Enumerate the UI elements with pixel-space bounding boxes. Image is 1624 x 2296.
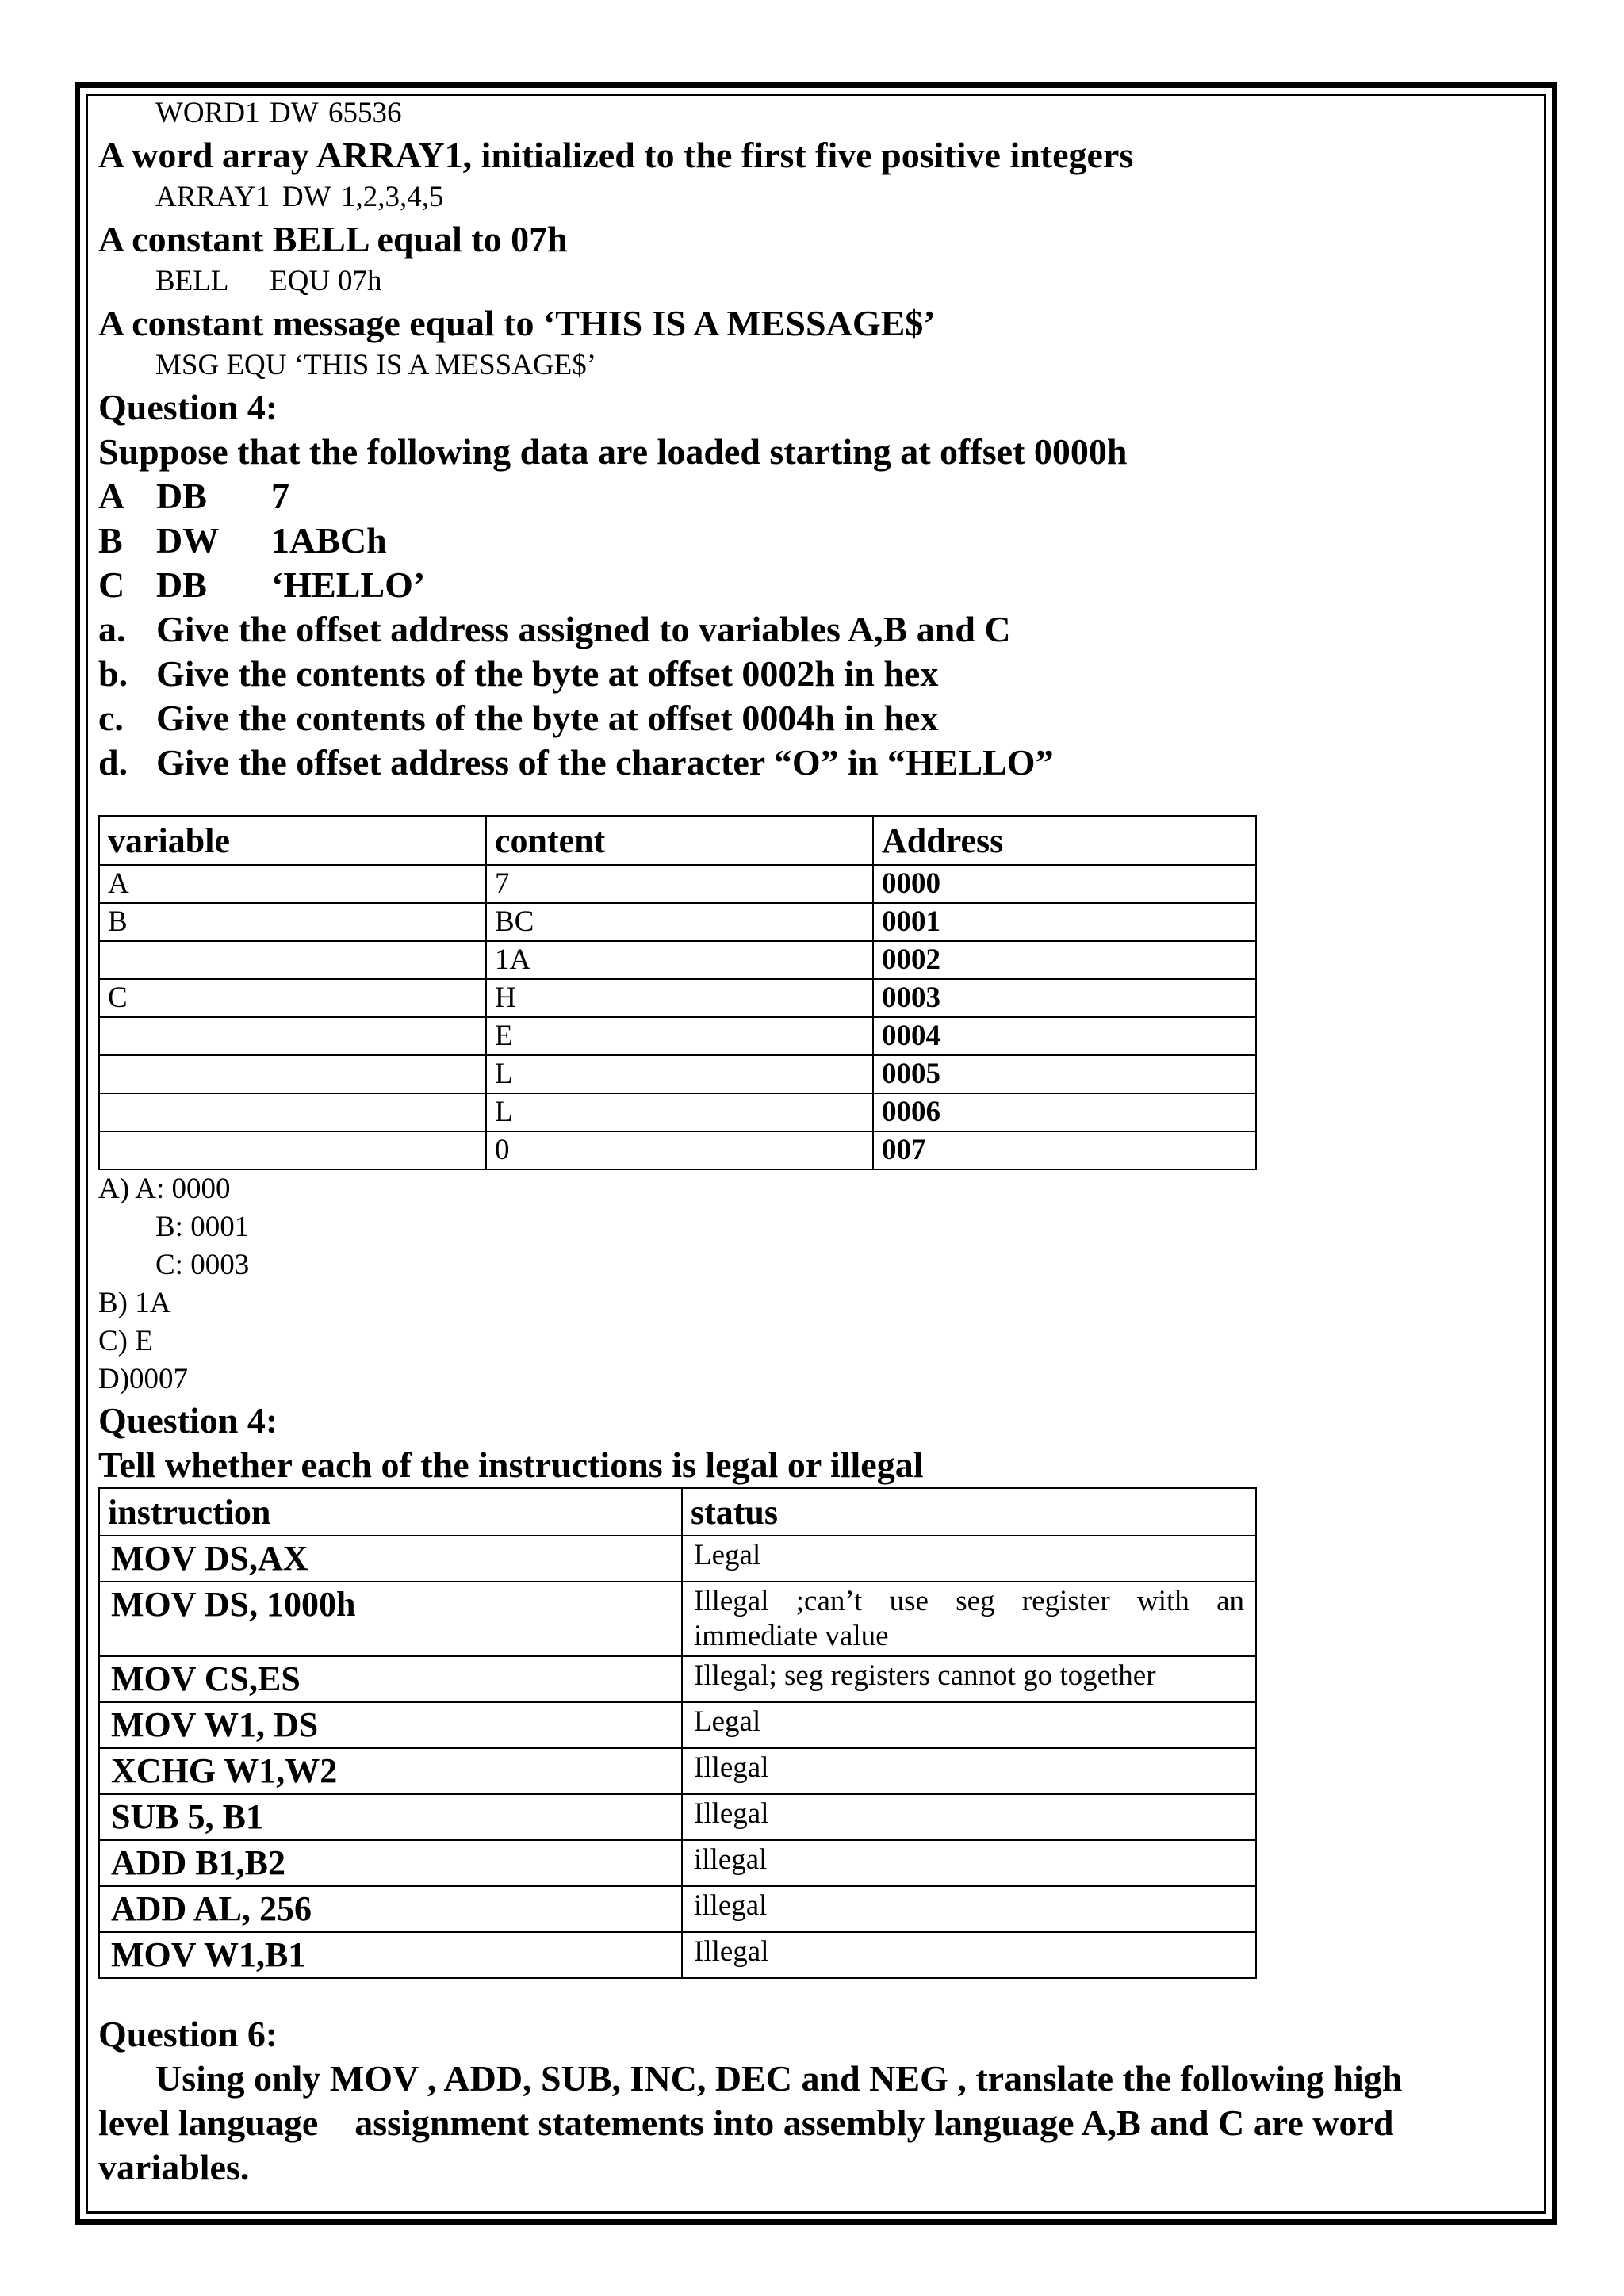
answer-a: A) A: 0000 [98,1173,231,1205]
answer-c: C) E [98,1325,153,1357]
table-row: SUB 5, B1 Illegal [99,1794,1256,1840]
msg-heading: A constant message equal to ‘THIS IS A MESSAGE$’ [98,303,936,343]
question-6 [98,2012,1526,2190]
question-4-title: Question 4: [98,387,278,427]
memory-table [98,815,1257,1170]
word1-code: WORD1 DW 65536 [155,97,402,129]
table-row: B BC 0001 [99,903,1256,941]
bell-code: BELL EQU 07h [155,265,382,297]
msg-code: MSG EQU ‘THIS IS A MESSAGE$’ [155,349,597,381]
table-header-row [99,1488,1256,1536]
column-header: Address [873,816,1256,865]
bell-heading: A constant BELL equal to 07h [98,219,568,259]
question-4-intro: Suppose that the following data are loaded starting at offset 0000h [98,431,1128,472]
answers [98,1170,1526,1399]
question-6-text: Using only MOV , ADD, SUB, INC, DEC and NEG , translate the following high level language assignment statements into assembly language A,B and C are word variables. [98,2058,1403,2187]
array-heading: A word array ARRAY1, initialized to the first five positive integers [98,135,1134,175]
subquestion-b: b. Give the contents of the byte at offset 0002h in hex [98,653,939,694]
instruction-table [98,1487,1257,1979]
table-row: A 7 0000 [99,865,1256,903]
data-def-c: C DB ‘HELLO’ [98,564,426,605]
answer-a-b: B: 0001 [155,1211,250,1243]
table-row: MOV DS,AX Legal [99,1536,1256,1582]
document-content [98,94,1526,2190]
data-def-a: A DB 7 [98,476,289,516]
array-code: ARRAY1 DW 1,2,3,4,5 [155,181,444,213]
answer-d: D)0007 [98,1363,189,1395]
table-row: ADD B1,B2 illegal [99,1840,1256,1886]
answer-b: B) 1A [98,1287,171,1319]
column-header: variable [99,816,486,865]
data-def-b: B DW 1ABCh [98,520,387,561]
table-row: L 0006 [99,1093,1256,1131]
table-row: XCHG W1,W2 Illegal [99,1748,1256,1794]
answer-a-c: C: 0003 [155,1249,250,1281]
table-row: 0 007 [99,1131,1256,1169]
question-4b-intro: Tell whether each of the instructions is legal or illegal [98,1445,924,1485]
table-row: ADD AL, 256 illegal [99,1886,1256,1932]
table-row: L 0005 [99,1055,1256,1093]
question-6-title: Question 6: [98,2014,278,2054]
subquestion-a: a. Give the offset address assigned to variables A,B and C [98,609,1011,649]
table-row: C H 0003 [99,979,1256,1017]
column-header: instruction [99,1488,682,1536]
table-row: E 0004 [99,1017,1256,1055]
table-header-row [99,816,1256,865]
question-4b-title: Question 4: [98,1400,278,1441]
table-row: MOV W1,B1 Illegal [99,1932,1256,1978]
table-row: MOV CS,ES Illegal; seg registers cannot go together [99,1656,1256,1702]
table-row: MOV W1, DS Legal [99,1702,1256,1748]
column-header: status [682,1488,1256,1536]
column-header: content [486,816,873,865]
table-row: 1A 0002 [99,941,1256,979]
subquestion-d: d. Give the offset address of the character “O” in “HELLO” [98,742,1054,783]
table-row: MOV DS, 1000h Illegal ;can’t use seg register with an immediate value [99,1582,1256,1656]
subquestion-c: c. Give the contents of the byte at offset 0004h in hex [98,698,939,738]
